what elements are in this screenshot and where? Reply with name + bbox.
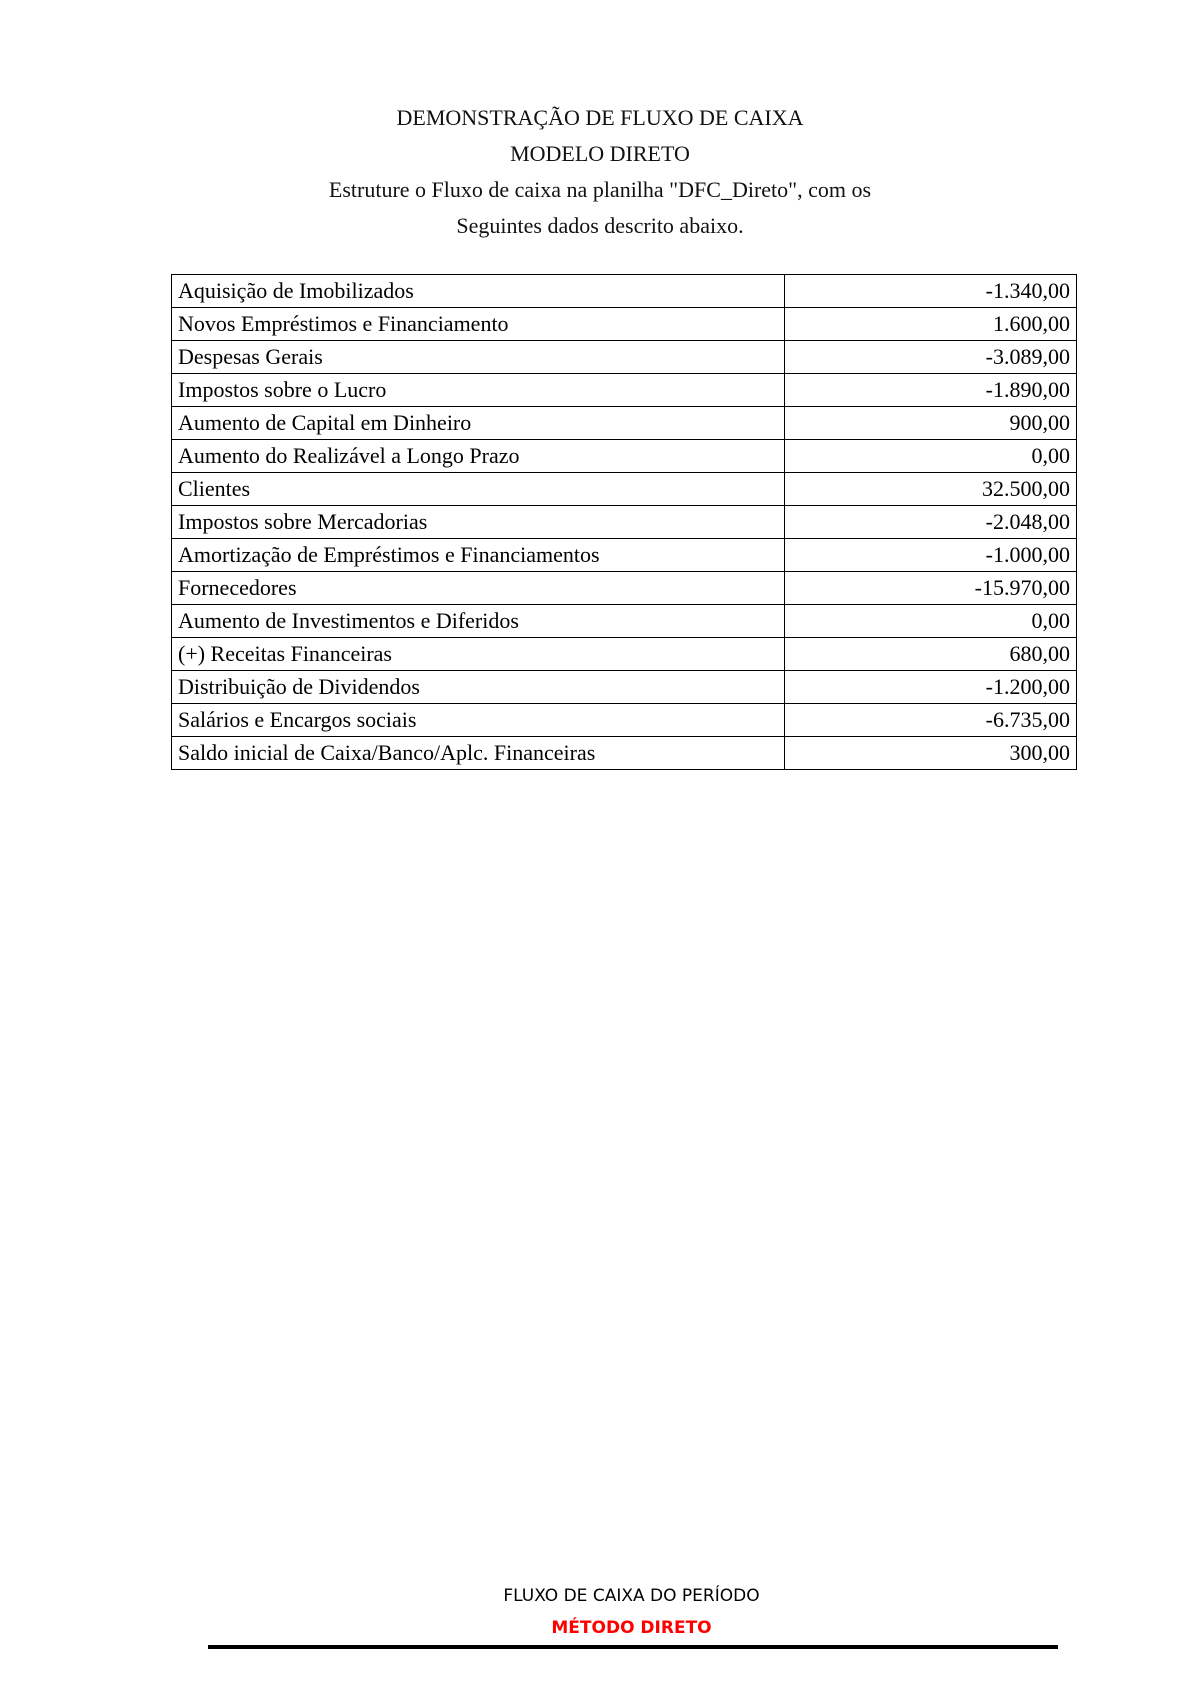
table-row (172, 572, 1077, 605)
row-value: 32.500,00 (785, 473, 1077, 506)
row-label: Aumento de Capital em Dinheiro (172, 407, 785, 440)
row-label: Saldo inicial de Caixa/Banco/Aplc. Financeiras (172, 737, 785, 770)
footer-period-label: FLUXO DE CAIXA DO PERÍODO (503, 1586, 760, 1606)
table-row (172, 341, 1077, 374)
document-subtitle: MODELO DIRETO (510, 141, 690, 166)
table-row (172, 539, 1077, 572)
row-value: 900,00 (785, 407, 1077, 440)
table-row (172, 506, 1077, 539)
row-label: Amortização de Empréstimos e Financiamentos (172, 539, 785, 572)
row-label: Aumento do Realizável a Longo Prazo (172, 440, 785, 473)
instruction-line-1: Estruture o Fluxo de caixa na planilha "DFC_Direto", com os (328, 177, 872, 202)
table-row (172, 407, 1077, 440)
row-value: 1.600,00 (785, 308, 1077, 341)
instruction-line-2: Seguintes dados descrito abaixo. (456, 213, 744, 238)
row-label: Salários e Encargos sociais (172, 704, 785, 737)
table-row (172, 737, 1077, 770)
footer-divider (208, 1645, 1058, 1649)
row-label: Novos Empréstimos e Financiamento (172, 308, 785, 341)
table-row (172, 704, 1077, 737)
row-value: -1.000,00 (785, 539, 1077, 572)
table-row (172, 374, 1077, 407)
row-value: 680,00 (785, 638, 1077, 671)
table-row (172, 275, 1077, 308)
row-value: 0,00 (785, 605, 1077, 638)
row-value: -6.735,00 (785, 704, 1077, 737)
row-label: Despesas Gerais (172, 341, 785, 374)
row-value: -1.200,00 (785, 671, 1077, 704)
row-label: Fornecedores (172, 572, 785, 605)
row-label: Distribuição de Dividendos (172, 671, 785, 704)
table-row (172, 671, 1077, 704)
row-value: 0,00 (785, 440, 1077, 473)
document-footer (0, 1580, 1200, 1644)
row-value: -3.089,00 (785, 341, 1077, 374)
row-value: -15.970,00 (785, 572, 1077, 605)
row-value: -1.340,00 (785, 275, 1077, 308)
row-value: 300,00 (785, 737, 1077, 770)
document-title: DEMONSTRAÇÃO DE FLUXO DE CAIXA (396, 105, 804, 130)
row-label: Impostos sobre Mercadorias (172, 506, 785, 539)
row-label: Clientes (172, 473, 785, 506)
document-header (0, 100, 1200, 244)
table-row (172, 638, 1077, 671)
row-label: (+) Receitas Financeiras (172, 638, 785, 671)
row-label: Aquisição de Imobilizados (172, 275, 785, 308)
table-row (172, 473, 1077, 506)
table-row (172, 605, 1077, 638)
row-value: -1.890,00 (785, 374, 1077, 407)
footer-method-label: MÉTODO DIRETO (551, 1618, 712, 1638)
row-value: -2.048,00 (785, 506, 1077, 539)
row-label: Aumento de Investimentos e Diferidos (172, 605, 785, 638)
row-label: Impostos sobre o Lucro (172, 374, 785, 407)
cash-flow-data-table (171, 274, 1077, 770)
table-row (172, 440, 1077, 473)
table-row (172, 308, 1077, 341)
